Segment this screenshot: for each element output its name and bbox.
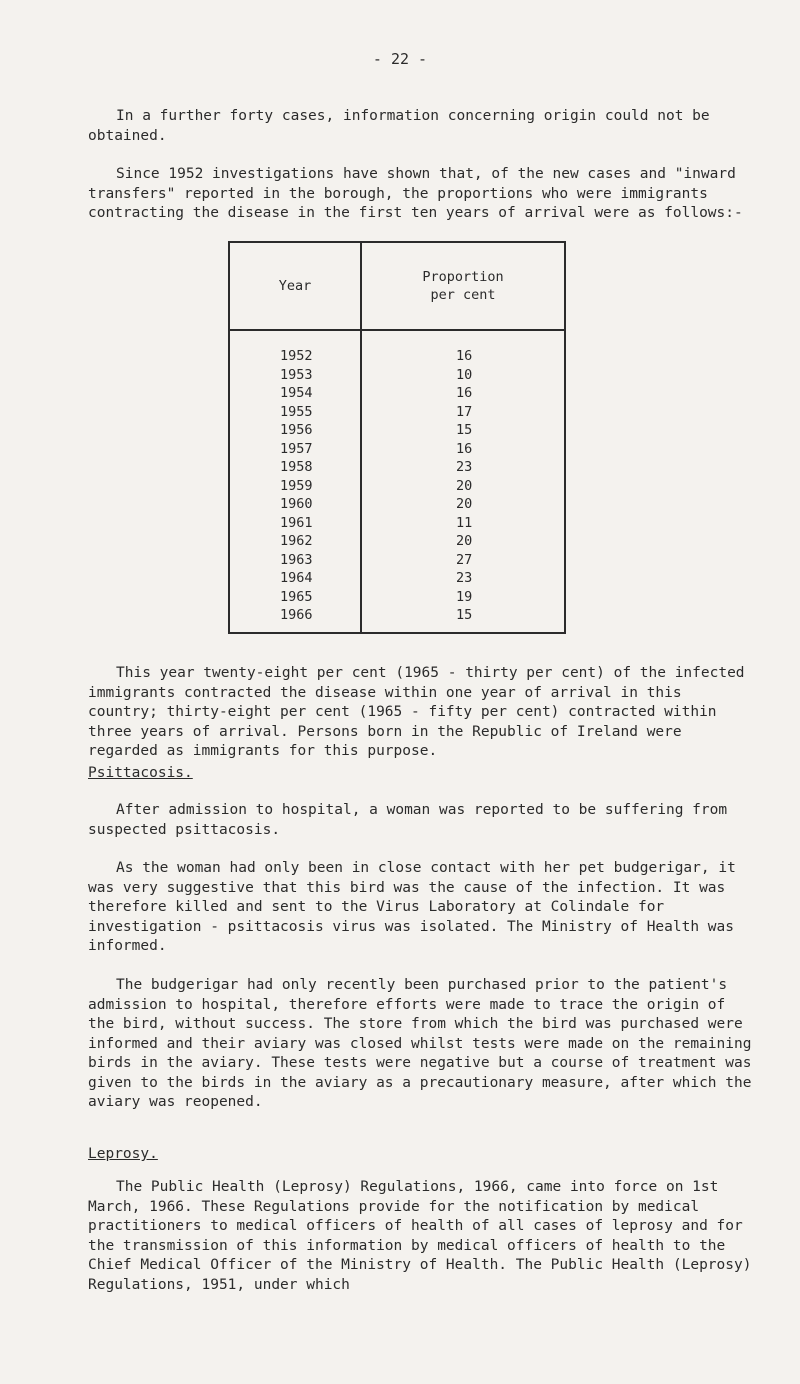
table-row xyxy=(229,421,565,440)
column-header-proportion-line1: Proportion xyxy=(422,269,504,285)
paragraph-origin-unknown: In a further forty cases, information concerning origin could not be obtained. xyxy=(88,108,710,144)
paragraph-psittacosis-admission: After admission to hospital, a woman was reported to be suffering from suspected psittacosis. xyxy=(88,802,728,838)
table-row xyxy=(229,477,565,496)
table-body xyxy=(229,330,565,633)
paragraph-psittacosis-budgerigar: As the woman had only been in close contact with her pet budgerigar, it was very suggestive that this bird was the cause of the infection. It was therefore killed and sent to the Virus Laboratory at Colindale for investigation - psittacosis virus was isolated. The Ministry of Health was informed. xyxy=(88,860,736,954)
table-row xyxy=(229,330,565,366)
year-cell: 1966 xyxy=(229,606,361,633)
year-cell: 1963 xyxy=(229,551,361,570)
proportion-cell: 20 xyxy=(456,496,473,512)
page-number: - 22 - xyxy=(372,50,428,68)
table-row xyxy=(229,458,565,477)
table-row xyxy=(229,514,565,533)
proportion-cell: 16 xyxy=(456,440,473,457)
proportion-cell: 11 xyxy=(456,514,473,531)
proportion-cell: 19 xyxy=(456,588,473,605)
table-row xyxy=(229,569,565,588)
year-cell: 1959 xyxy=(229,477,361,496)
proportion-cell: 20 xyxy=(456,477,473,494)
proportion-cell: 23 xyxy=(456,570,473,586)
year-cell: 1962 xyxy=(229,532,361,551)
year-cell: 1954 xyxy=(229,384,361,403)
column-header-proportion xyxy=(361,242,565,330)
proportion-cell: 15 xyxy=(456,422,473,438)
immigrants-proportion-table xyxy=(228,241,566,634)
year-cell: 1961 xyxy=(229,514,361,533)
column-header-proportion-line2: per cent xyxy=(430,287,496,303)
proportion-cell: 10 xyxy=(456,366,473,383)
proportion-cell: 17 xyxy=(456,403,473,420)
proportion-cell: 27 xyxy=(456,551,473,568)
year-cell: 1953 xyxy=(229,366,361,385)
year-cell: 1960 xyxy=(229,495,361,514)
column-header-year: Year xyxy=(229,242,361,330)
heading-leprosy: Leprosy. xyxy=(88,1146,158,1162)
table-row xyxy=(229,440,565,459)
table-row xyxy=(229,532,565,551)
table-row xyxy=(229,403,565,422)
year-cell: 1955 xyxy=(229,403,361,422)
paragraph-this-year: This year twenty-eight per cent (1965 - thirty per cent) of the infected immigrants contracted the disease within one year of arrival in this country; thirty-eight per cent (1965 - fifty per cent) contracted within three years of arrival. Persons born in the Republic of Ireland were regarded as immigrants for this purpose. xyxy=(88,665,745,759)
proportion-cell: 16 xyxy=(456,385,473,401)
proportion-cell: 20 xyxy=(456,533,473,549)
table-row xyxy=(229,606,565,633)
paragraph-psittacosis-trace: The budgerigar had only recently been purchased prior to the patient's admission to hospital, therefore efforts were made to trace the origin of the bird, without success. The store from which the bird was purchased were informed and their aviary was closed whilst tests were made on the remaining birds in the aviary. These tests were negative but a course of treatment was given to the birds in the aviary as a precautionary measure, after which the aviary was reopened. xyxy=(88,977,752,1110)
year-cell: 1957 xyxy=(229,440,361,459)
table-row xyxy=(229,384,565,403)
year-cell: 1958 xyxy=(229,458,361,477)
proportion-cell: 16 xyxy=(456,348,473,364)
proportion-cell: 23 xyxy=(456,459,473,475)
proportion-cell: 15 xyxy=(456,607,473,623)
year-cell: 1965 xyxy=(229,588,361,607)
year-cell: 1952 xyxy=(229,330,361,366)
table-row xyxy=(229,588,565,607)
table-row xyxy=(229,495,565,514)
paragraph-immigrants-intro: Since 1952 investigations have shown that, of the new cases and "inward transfers" reported in the borough, the proportions who were immigrants contracting the disease in the first ten years of arrival were as follows:- xyxy=(88,166,743,221)
year-cell: 1964 xyxy=(229,569,361,588)
heading-psittacosis: Psittacosis. xyxy=(88,765,193,781)
table-row xyxy=(229,366,565,385)
paragraph-leprosy-regulations: The Public Health (Leprosy) Regulations, 1966, came into force on 1st March, 1966. These Regulations provide for the notification by medical practitioners to medical officers of health of all cases of leprosy and for the transmission of this information by medical officers of health to the Chief Medical Officer of the Ministry of Health. The Public Health (Leprosy) Regulations, 1951, under which xyxy=(88,1179,752,1293)
table-row xyxy=(229,551,565,570)
year-cell: 1956 xyxy=(229,421,361,440)
